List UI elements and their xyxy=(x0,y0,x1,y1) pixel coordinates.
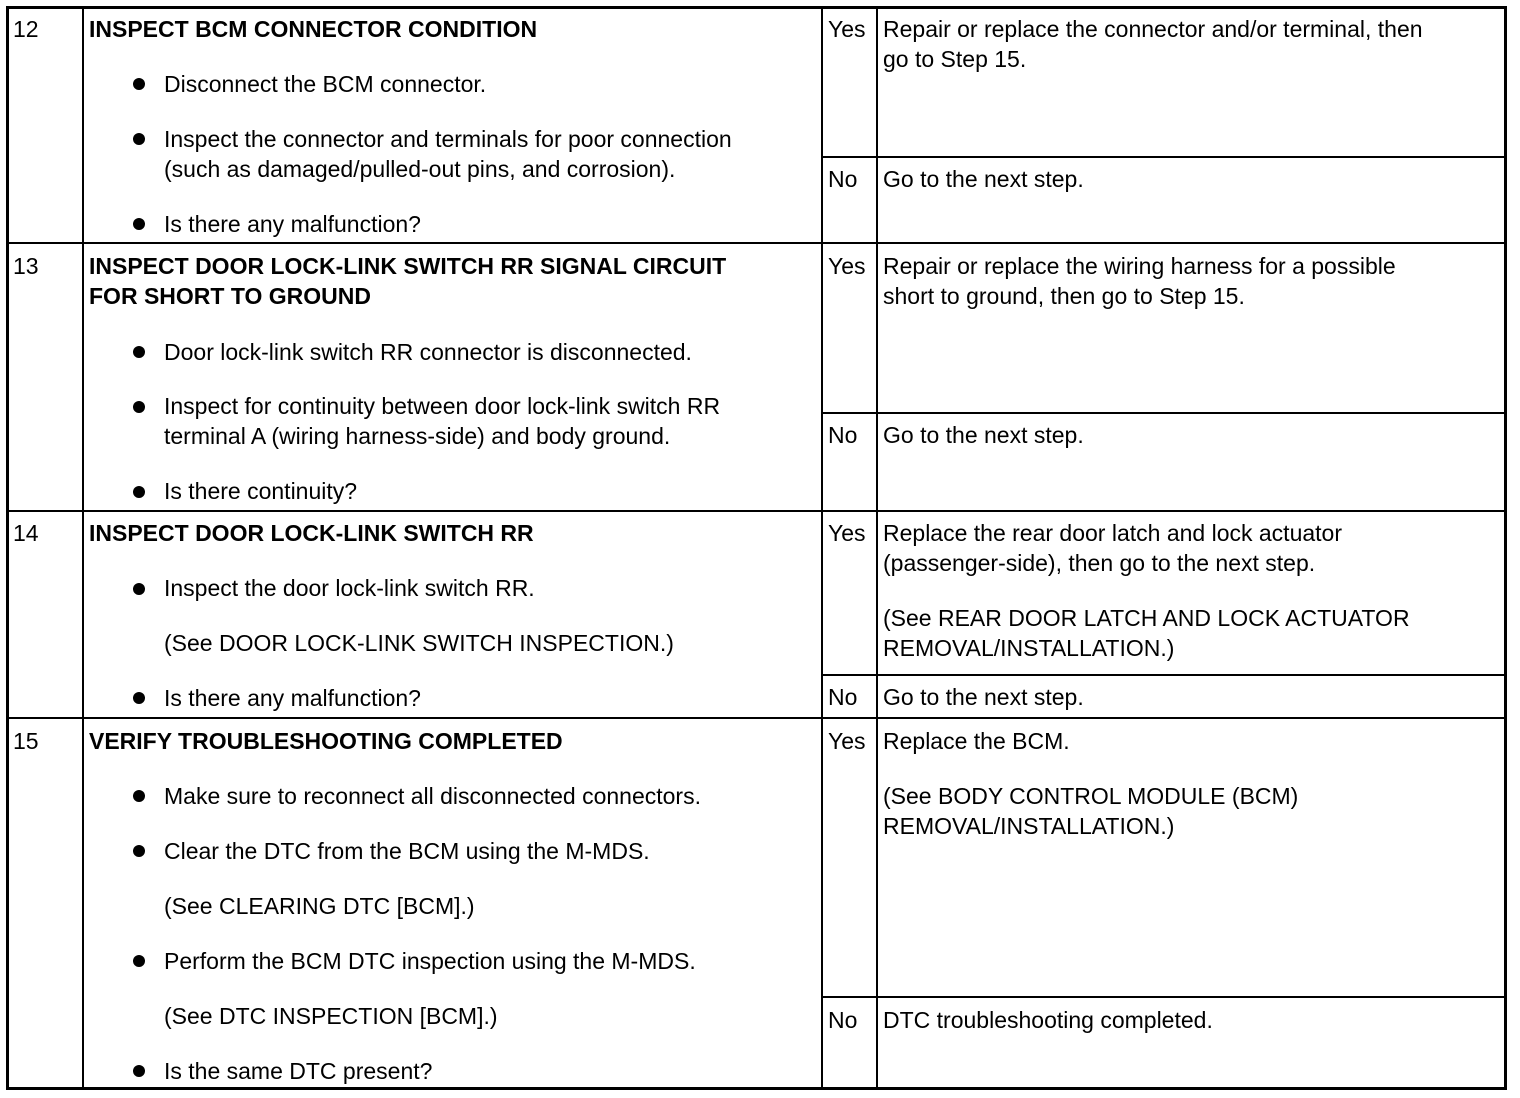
yes-action: Repair or replace the connector and/or terminal, then xyxy=(883,16,1423,42)
column-divider-action xyxy=(876,6,878,1090)
yes-action: Replace the rear door latch and lock actuator xyxy=(883,520,1342,546)
yes-reference: (See REAR DOOR LATCH AND LOCK ACTUATOR xyxy=(883,605,1410,631)
check-item: Make sure to reconnect all disconnected connectors. xyxy=(164,783,701,809)
yes-label: Yes xyxy=(828,728,866,754)
no-action: Go to the next step. xyxy=(883,684,1084,710)
no-label: No xyxy=(828,422,858,448)
no-action: DTC troubleshooting completed. xyxy=(883,1007,1213,1033)
step-title: INSPECT BCM CONNECTOR CONDITION xyxy=(89,16,538,42)
row-divider xyxy=(6,717,1507,719)
yes-action-continued: go to Step 15. xyxy=(883,46,1027,72)
step-number: 14 xyxy=(13,520,39,546)
bullet-icon xyxy=(133,790,145,802)
step-title: VERIFY TROUBLESHOOTING COMPLETED xyxy=(89,728,563,754)
yes-action: Replace the BCM. xyxy=(883,728,1070,754)
no-action: Go to the next step. xyxy=(883,166,1084,192)
bullet-icon xyxy=(133,346,145,358)
yes-no-divider xyxy=(821,674,1507,676)
yes-no-divider xyxy=(821,412,1507,414)
no-label: No xyxy=(828,166,858,192)
bullet-icon xyxy=(133,486,145,498)
no-action: Go to the next step. xyxy=(883,422,1084,448)
yes-action-continued: short to ground, then go to Step 15. xyxy=(883,283,1245,309)
yes-reference-continued: REMOVAL/INSTALLATION.) xyxy=(883,635,1175,661)
bullet-icon xyxy=(133,583,145,595)
step-number: 13 xyxy=(13,253,39,279)
bullet-icon xyxy=(133,955,145,967)
row-divider xyxy=(6,510,1507,512)
reference-note: (See DOOR LOCK-LINK SWITCH INSPECTION.) xyxy=(164,630,674,656)
check-item: Is the same DTC present? xyxy=(164,1058,433,1084)
yes-label: Yes xyxy=(828,520,866,546)
check-item: Perform the BCM DTC inspection using the M-MDS. xyxy=(164,948,696,974)
check-item: Inspect the connector and terminals for poor connection xyxy=(164,126,732,152)
bullet-icon xyxy=(133,78,145,90)
bullet-icon xyxy=(133,692,145,704)
yes-action-continued: (passenger-side), then go to the next step. xyxy=(883,550,1316,576)
bullet-icon xyxy=(133,401,145,413)
check-item-continued: terminal A (wiring harness-side) and body ground. xyxy=(164,423,671,449)
check-item: Disconnect the BCM connector. xyxy=(164,71,487,97)
step-number: 12 xyxy=(13,16,39,42)
check-item: Is there any malfunction? xyxy=(164,211,421,237)
check-item: Inspect the door lock-link switch RR. xyxy=(164,575,535,601)
yes-reference-continued: REMOVAL/INSTALLATION.) xyxy=(883,813,1175,839)
step-number: 15 xyxy=(13,728,39,754)
reference-note: (See CLEARING DTC [BCM].) xyxy=(164,893,475,919)
check-item: Door lock-link switch RR connector is disconnected. xyxy=(164,339,692,365)
bullet-icon xyxy=(133,1065,145,1077)
bullet-icon xyxy=(133,845,145,857)
yes-no-divider xyxy=(821,156,1507,158)
check-item: Clear the DTC from the BCM using the M-MDS. xyxy=(164,838,650,864)
bullet-icon xyxy=(133,218,145,230)
step-title-continued: FOR SHORT TO GROUND xyxy=(89,283,371,309)
step-title: INSPECT DOOR LOCK-LINK SWITCH RR xyxy=(89,520,534,546)
check-item: Is there any malfunction? xyxy=(164,685,421,711)
column-divider-result xyxy=(821,6,823,1090)
column-divider-step xyxy=(82,6,84,1090)
step-title: INSPECT DOOR LOCK-LINK SWITCH RR SIGNAL CIRCUIT xyxy=(89,253,727,279)
check-item-continued: (such as damaged/pulled-out pins, and corrosion). xyxy=(164,156,676,182)
reference-note: (See DTC INSPECTION [BCM].) xyxy=(164,1003,498,1029)
row-divider xyxy=(6,242,1507,244)
no-label: No xyxy=(828,684,858,710)
bullet-icon xyxy=(133,133,145,145)
check-item: Is there continuity? xyxy=(164,478,358,504)
no-label: No xyxy=(828,1007,858,1033)
yes-no-divider xyxy=(821,996,1507,998)
yes-reference: (See BODY CONTROL MODULE (BCM) xyxy=(883,783,1299,809)
yes-label: Yes xyxy=(828,16,866,42)
yes-action: Repair or replace the wiring harness for a possible xyxy=(883,253,1396,279)
check-item: Inspect for continuity between door lock-link switch RR xyxy=(164,393,721,419)
yes-label: Yes xyxy=(828,253,866,279)
